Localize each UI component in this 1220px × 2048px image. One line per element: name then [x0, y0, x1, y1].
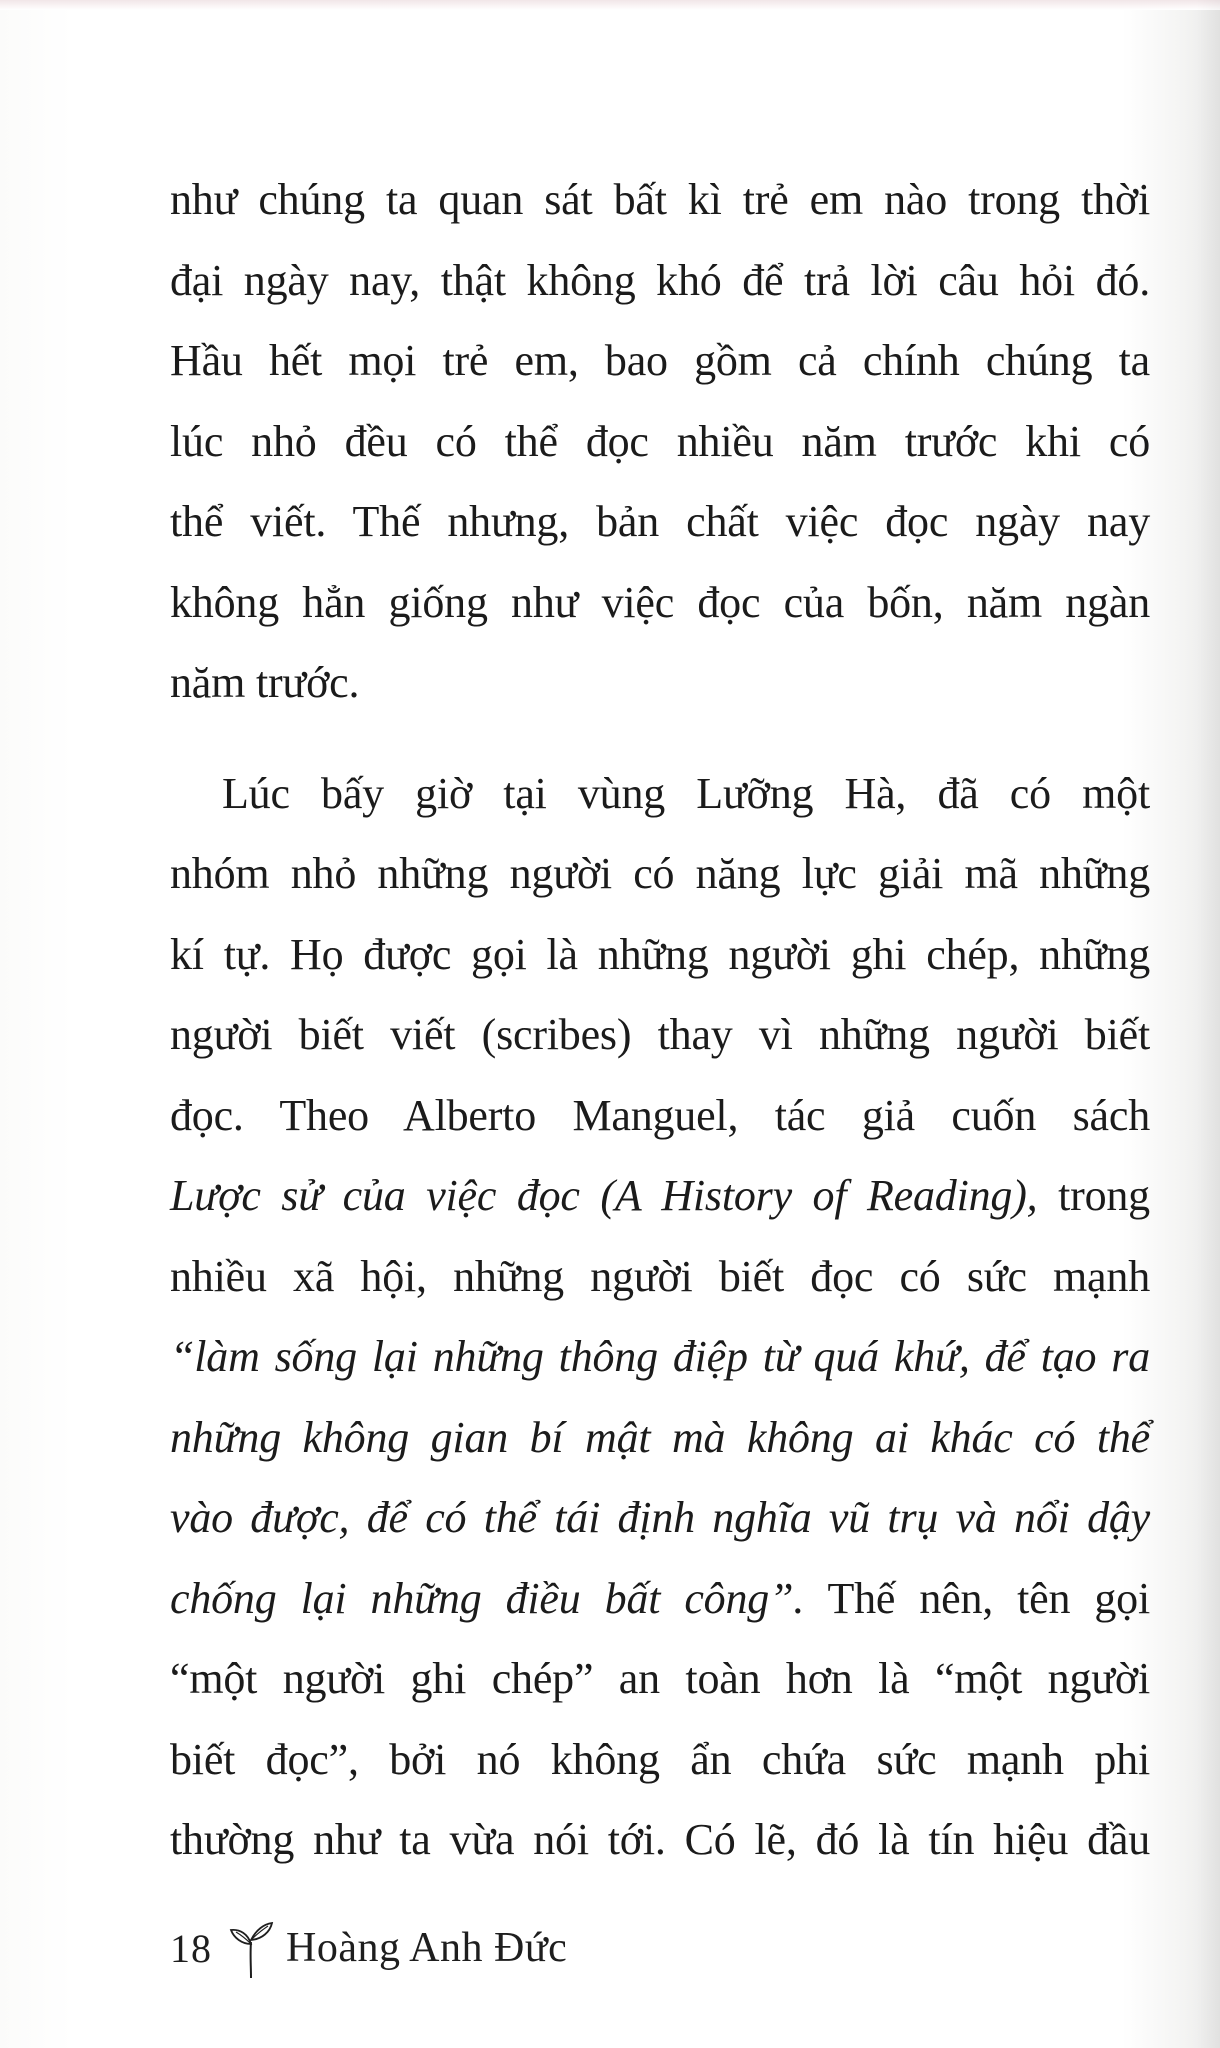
text-line: như chúng ta quan sát bất kì trẻ em nào trong thời: [170, 175, 1150, 224]
text-line: “một người ghi chép” an toàn hơn là “một người: [170, 1654, 1150, 1703]
text-line: thể viết. Thế nhưng, bản chất việc đọc ngày nay: [170, 497, 1150, 546]
text-line-mixed: [170, 1156, 1150, 1237]
paragraph-2: [170, 754, 1150, 1881]
quote-line-italic: những không gian bí mật mà không ai khác có thể: [170, 1412, 1150, 1462]
paragraph-spacer: [170, 724, 1150, 754]
body-text: [170, 160, 1150, 1881]
text-line: Hầu hết mọi trẻ em, bao gồm cả chính chúng ta: [170, 336, 1150, 385]
quote-line-italic: “làm sống lại những thông điệp từ quá khứ, để tạo ra: [170, 1332, 1150, 1381]
paragraph-1: [170, 160, 1150, 724]
text-line: năm trước.: [170, 658, 360, 707]
sprout-icon: [228, 1916, 274, 1980]
text-line: thường như ta vừa nói tới. Có lẽ, đó là tín hiệu đầu: [170, 1815, 1150, 1864]
text-line: kí tự. Họ được gọi là những người ghi chép, những: [170, 929, 1150, 979]
author-name: Hoàng Anh Đức: [286, 1925, 568, 1971]
text-line: lúc nhỏ đều có thể đọc nhiều năm trước khi có: [170, 416, 1150, 466]
text-line: người biết viết (scribes) thay vì những người biết: [170, 1010, 1150, 1059]
quote-fragment-italic: chống lại những điều bất công”.: [170, 1573, 805, 1623]
text-line: biết đọc”, bởi nó không ẩn chứa sức mạnh phi: [170, 1734, 1150, 1784]
book-title-italic: Lược sử của việc đọc (A History of Reading),: [170, 1171, 1038, 1220]
text-line: nhiều xã hội, những người biết đọc có sức mạnh: [170, 1251, 1150, 1301]
text-line: đại ngày nay, thật không khó để trả lời câu hỏi đó.: [170, 255, 1150, 305]
text-line: không hẳn giống như việc đọc của bốn, năm ngàn: [170, 577, 1150, 627]
text-fragment: Thế nên, tên gọi: [804, 1573, 1150, 1623]
text-line: đọc. Theo Alberto Manguel, tác giả cuốn sách: [170, 1090, 1150, 1140]
page-number: 18: [170, 1925, 212, 1971]
quote-line-italic: vào được, để có thể tái định nghĩa vũ trụ và nổi dậy: [170, 1493, 1150, 1542]
page-top-edge: [0, 0, 1220, 10]
text-line-mixed: [170, 1559, 1150, 1640]
text-line: Lúc bấy giờ tại vùng Lưỡng Hà, đã có một: [222, 768, 1150, 818]
page-binding-shadow: [1196, 0, 1220, 2048]
text-fragment: trong: [1037, 1171, 1150, 1220]
text-line: nhóm nhỏ những người có năng lực giải mã những: [170, 849, 1150, 898]
page-footer: [170, 1918, 567, 1978]
